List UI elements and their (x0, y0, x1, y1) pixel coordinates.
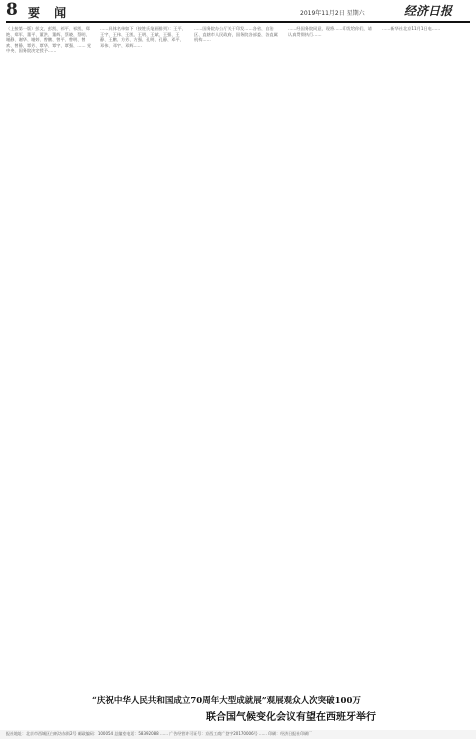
masthead-logo: 经济日报 (404, 4, 453, 18)
header-rule (6, 21, 470, 23)
column-3: ……国务院办公厅关于印发……各省、自治区、直辖市人民政府，国务院各部委、各直属机构…… (194, 26, 278, 42)
footer (0, 730, 476, 739)
column-5: ……新华社北京11月1日电…… (382, 26, 441, 31)
second-headline: 联合国气候变化会议有望在西班牙举行 (206, 712, 376, 723)
lead-headline: “庆祝中华人民共和国成立70周年大型成就展”观展观众人次突破100万 (92, 696, 361, 706)
article-body (6, 26, 470, 694)
section-title: 要 闻 (28, 6, 72, 20)
issue-date: 2019年11月2日 星期六 (300, 10, 365, 17)
footer-text: 报社地址：北京市西城区白纸坊东街2号 邮政编码：100054 总编室电话：58392088 …… 广告经营许可证号：京西工商广登字20170006号 …… 印刷：经济日报社印刷厂 (6, 731, 313, 736)
page-number: 8 (6, 0, 18, 20)
page-header (0, 0, 476, 22)
column-1: （上接第一版）彭文、彭凯、祁平、祁凯、郑艳、郑军、董平、董洪、董辉、蔡晓、蔡明、谢静、谢华、谢婷、曾鹏、曾平、曾明、曾欢、曾静、覃芳、覃华、覃宇、覃强、…… 党中央、国务院决定授予…… (6, 26, 92, 53)
column-2: ……具体名单如下（按姓氏笔画排列）：王平、王宇、王伟、王凯、王明、王斌、王强、王静、王鹏、方芳、方强、孔明、孔静、邓平、邓伟、邓宇、邓辉…… (100, 26, 186, 48)
column-4: ……经国务院同意，现将……印发给你们，请认真贯彻执行…… (288, 26, 372, 37)
